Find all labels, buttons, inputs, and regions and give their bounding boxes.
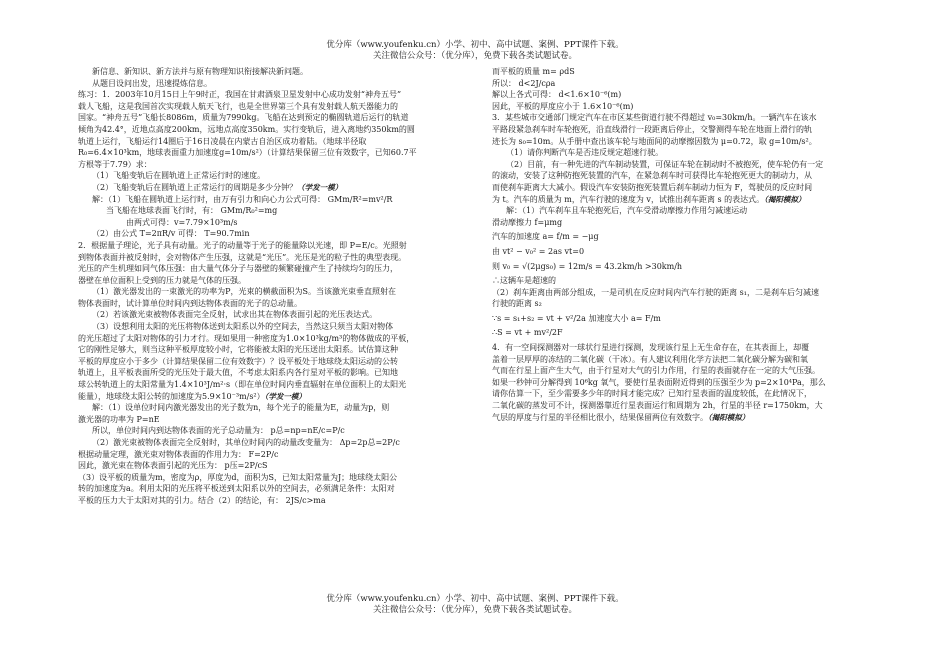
text-line: 由两式可得：v=7.79×10³m/s (126, 217, 238, 227)
source-mark: （学发一模） (264, 391, 306, 401)
text-line: R₀=6.4×10³km，地球表面重力加速度g=10m/s²）（计算结果保留三位有效数字，已知60.7平 (78, 148, 417, 158)
text-line: （3）设平板的质量为m，密度为ρ，厚度为d，面积为S，已知太阳常量为J；地球绕太阳公 (78, 472, 398, 482)
text-line: 新信息、新知识、新方法并与原有物理知识衔接解决新问题。 (92, 67, 308, 76)
text-line: 的光压超过了太阳对物体的引力才行。现如果用一种密度为1.0×10³kg/m³的物体做成的平板， (78, 333, 415, 343)
text-line: 载人飞船，这是我国首次实现载人航天飞行，也是全世界第三个具有发射载人航天器能力的 (78, 101, 398, 111)
text-line: 所以，单位时间内到达物体表面的光子总动量为： p总=np=nE/c=P/c (92, 426, 345, 436)
text-line: （2）刹车距离由两部分组成，一是司机在反应时间内汽车行驶的距离 s₁，二是刹车后匀减速 (492, 287, 819, 297)
formula-line: 则 v₀ = √(2μgs₀) = 12m/s = 43.2km/h >30km/h (492, 261, 683, 271)
formula-line: ∵s = s₁+s₂ = vt + v²/2a 加速度大小 a= F/m (492, 313, 661, 323)
text-line: 轨道上，且平板表面所受的光压处于最大值，不考虑太阳系内各行星对平板的影响。已知地 (78, 368, 398, 378)
text-line: （2）由公式 T=2πR/v 可得： T=90.7min (92, 229, 250, 239)
text-line: 气而在行星上面产生大气，由于行星对大气的引力作用，行星的表面就存在一定的大气压强。 (492, 366, 820, 376)
text-line: 解：（1）飞船在圆轨道上运行时，由万有引力和向心力公式可得： GMm/R²=mv²/R (92, 194, 393, 204)
footer-line-2: 关注微信公众号：（优分库），免费下载各类试题试卷。 (372, 605, 577, 615)
page-footer (0, 594, 950, 616)
text-line: 球公转轨道上的太阳常量为1.4×10³J/m²·s（即在单位时间内垂直辐射在单位面积上的太阳光 (78, 380, 407, 390)
page-header (0, 40, 950, 62)
text-line: 为 t。汽车的质量为 m，汽车行驶的速度为 v，试推出刹车距离 s 的表达式。（揭阳模拟） (492, 194, 806, 204)
right-column (492, 66, 892, 423)
text-line: 滑动摩擦力 f=μmg (492, 217, 563, 227)
text-line: （2）若该激光束被物体表面完全反射，试求出其在物体表面引起的光压表达式。 (92, 310, 378, 320)
text-line: 器壁在单位面积上受到的压力就是气体的压强。 (78, 275, 246, 285)
left-column (78, 66, 478, 507)
text-line: 国家。“神舟五号”飞船长8086m，质量为7990kg。飞船在达到预定的椭圆轨道后运行的轨道 (78, 113, 409, 123)
text-line: 如果一秒钟可分解得到 10⁶kg 氧气，要使行星表面附近得到的压强至少为 p=2×10⁴Pa，那么 (492, 377, 826, 387)
formula-line: ∴S = vt + mv²/2F (492, 328, 563, 338)
text-line: （2）目前，有一种先进的汽车制动装置，可保证车轮在制动时不被抱死，使车轮仍有一定 (506, 159, 824, 169)
text-line: （2）激光束被物体表面完全反射时，其单位时间内的动量改变量为： Δp=2p总=2P/c (92, 438, 400, 447)
text-line: 平板的压力大于太阳对其的引力。结合（2）的结论，有： 2JS/c>ma (78, 495, 326, 505)
text-line: 转的加速度为a。利用太阳的光压将平板送到太阳系以外的空间去，必须满足条件：太阳对 (78, 484, 395, 494)
text-line: （1）飞船变轨后在圆轨道上正常运行时的速度。 (92, 171, 266, 181)
text-line: 平板的厚度应小于多少（计算结果保留二位有效数字）？设平板处于地球绕太阳运动的公转 (78, 356, 398, 366)
text-line: 练习：1．2003年10月15日上午9时正，我国在甘肃酒泉卫星发射中心成功发射“神舟五号” (78, 90, 402, 100)
text-line: 气层的厚度与行星的半径相比很小，结果保留两位有效数字。（揭阳模拟） (492, 412, 750, 422)
text-line: 方根等于7.79）求： (78, 159, 152, 169)
text-line: 轨道上运行，飞船运行14圈后于16日凌晨在内蒙古自治区成功着陆。（地球半径取 (78, 136, 367, 146)
text-line: 解：（1）设单位时间内激光器发出的光子数为n，每个光子的能量为E，动量为p，则 (92, 403, 390, 413)
text-line: 而平板的质量 m= ρdS (492, 67, 575, 76)
text-line: 解以上各式可得： d<1.6×10⁻⁶(m) (492, 90, 622, 100)
text-line: 迹长为 s₀=10m。从手册中查出该车轮与地面间的动摩擦因数为 μ=0.72，取 g=10m/s²。 (492, 136, 817, 146)
source-mark: （揭阳模拟） (708, 412, 750, 422)
text-line: 而使刹车距离大大减小。假设汽车安装防抱死装置后刹车制动力恒为 F，驾驶员的反应时间 (492, 182, 813, 192)
text-line: 因此，激光束在物体表面引起的光压为： p压=2P/cS (78, 461, 268, 471)
text-line: 倾角为42.4°，近地点高度200km，远地点高度350km。实行变轨后，进入离地约350km的圆 (78, 124, 415, 134)
header-line-2: 关注微信公众号：（优分库），免费下载各类试题试卷。 (372, 51, 577, 61)
text-line: 从题目设问出发，迅速提炼信息。 (92, 78, 212, 88)
source-mark: （学发一模） (297, 182, 343, 192)
text-line: 所以： d<2J/cρa (492, 78, 556, 88)
text-line: 4．有一空间探测器对一球状行星进行探测，发现该行星上无生命存在，在其表面上，却覆 (492, 343, 810, 353)
text-line: 物体表面时，试计算单位时间内到达物体表面的光子的总动量。 (78, 298, 302, 308)
text-line: 的滚动，安装了这种防抱死装置的汽车，在紧急刹车时可获得比车轮抱死更大的制动力，从 (492, 171, 812, 181)
footer-line-1: 优分库（www.youfenku.cn）小学、初中、高中试题、案例、PPT课件下载。 (326, 594, 624, 604)
text-line: 激光器的功率为 P=nE (78, 414, 160, 424)
formula-line: 汽车的加速度 a= f/m = −μg (492, 232, 599, 242)
text-line: （3）设想利用太阳的光压将物体送到太阳系以外的空间去，当然这只须当太阳对物体 (92, 322, 394, 332)
text-line: 到物体表面并被反射时，会对物体产生压强，这就是“光压”。光压是光的粒子性的典型表现。 (78, 252, 407, 262)
text-line: 它的刚性足够大，则当这种平板厚度较小时，它将能被太阳的光压送出太阳系。试估算这种 (78, 345, 398, 355)
text-line: 盖着一层厚厚的冻结的二氧化碳（干冰）。有人建议利用化学方法把二氧化碳分解为碳和氧 (492, 354, 808, 364)
text-line: （1）请你判断汽车是否违反规定超速行驶。 (506, 148, 664, 158)
text-line: 3．某些城市交通部门规定汽车在市区某些街道行驶不得超过 v₀=30km/h。一辆汽车在该水 (492, 113, 817, 123)
text-line: 因此，平板的厚度应小于 1.6×10⁻⁶(m) (492, 101, 634, 111)
text-line: 平路段紧急刹车时车轮抱死，沿直线滑行一段距离后停止，交警测得车轮在地面上滑行的轨 (492, 124, 812, 134)
text-line: 光压的产生机理如同气体压强：由大量气体分子与器壁的频繁碰撞产生了持续均匀的压力， (78, 264, 398, 274)
formula-line: 由 vt² − v₀² = 2as vt=0 (492, 246, 585, 256)
text-line: （2）飞船变轨后在圆轨道上正常运行的周期是多少分钟？（学发一模） (92, 182, 343, 192)
source-mark: （揭阳模拟） (764, 194, 806, 204)
header-line-1: 优分库（www.youfenku.cn）小学、初中、高中试题、案例、PPT课件下载。 (326, 40, 624, 50)
text-line: 当飞船在地球表面飞行时，有： GMm/R₀²=mg (106, 206, 278, 216)
text-line: ∴这辆车是超速的 (492, 276, 556, 286)
text-line: （1）激光器发出的一束激光的功率为P，光束的横截面积为S。当该激光束垂直照射在 (92, 287, 396, 297)
text-line: 根据动量定理，激光束对物体表面的作用力为： F=2P/c (78, 449, 279, 459)
text-line: 2．根据量子理论，光子具有动量。光子的动量等于光子的能量除以光速，即 P=E/c。光照射 (78, 240, 407, 250)
text-line: 二氧化碳的蒸发可不计，探测器靠近行星表面运行和周期为 2h，行星的半径 r=1750km，大 (492, 401, 823, 411)
text-line: 能量），地球绕太阳公转的加速度为5.9×10⁻³m/s²）（学发一模） (78, 391, 306, 401)
text-line: 行驶的距离 s₂ (492, 299, 542, 309)
text-line: 解：（1）汽车刹车且车轮抱死后，汽车受滑动摩擦力作用匀减速运动 (506, 206, 748, 216)
text-line: 请你估算一下，至少需要多少年的时间才能完成？已知行星表面的温度较低，在此情况下， (492, 389, 812, 399)
